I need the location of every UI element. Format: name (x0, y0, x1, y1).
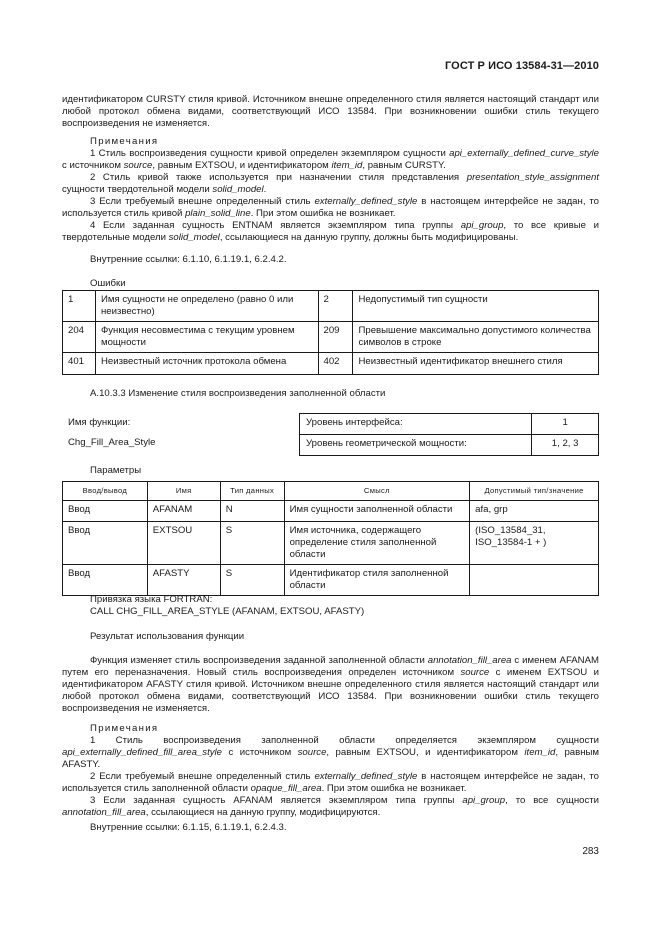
error-code: 401 (63, 353, 96, 375)
internal-references-1: Внутренние ссылки: 6.1.10, 6.1.19.1, 6.2.4.2. (90, 254, 287, 265)
result-text: Функция изменяет стиль воспроизведения заданной заполненной области annotation_fill_area с именем AFANAM путем его переназначения. Новый стиль воспроизведения определен источником source с именем EXTSOU и идентификатором AFASTY стиля кривой. Источником внешне определенного стиля является настоящий стандарт или любой протокол обмена видами, соответствующий ИСО 13584. При возникновении ошибки стиль текущего воспроизведения не изменяется. (62, 655, 599, 714)
section-title: A.10.3.3 Изменение стиля воспроизведения заполненной области (90, 388, 386, 399)
error-code: 209 (318, 322, 353, 353)
note-3: 3 Если требуемый внешне определенный стиль externally_defined_style в настоящем интерфейсе не задан, то используется стиль кривой plain_solid_line. При этом ошибка не возникает. (62, 196, 599, 219)
error-text: Неизвестный источник протокола обмена (95, 353, 318, 375)
document-header: ГОСТ Р ИСО 13584-31—2010 (444, 60, 599, 72)
param-io: Ввод (63, 501, 148, 522)
table-row (63, 501, 599, 522)
table-row (63, 353, 599, 375)
interface-level-value: 1 (532, 414, 599, 435)
param-allowed (470, 565, 599, 596)
errors-title: Ошибки (90, 278, 126, 289)
table-row (63, 291, 599, 322)
param-type: N (220, 501, 284, 522)
notes-title: Примечания (90, 723, 159, 734)
param-allowed: afa, grp (470, 501, 599, 522)
table-row (63, 322, 599, 353)
param-meaning: Имя источника, содержащего определение стиля заполненной области (284, 522, 470, 565)
fortran-title: Привязка языка FORTRAN: (90, 594, 213, 605)
error-text: Функция несовместима с текущим уровнем мощности (95, 322, 318, 353)
column-header: Имя (147, 482, 220, 501)
param-name: EXTSOU (147, 522, 220, 565)
column-header: Смысл (284, 482, 470, 501)
param-allowed: (ISO_13584_31, ISO_13584-1 + ) (470, 522, 599, 565)
error-text: Недопустимый тип сущности (353, 291, 599, 322)
level-table (299, 413, 599, 456)
param-name: AFANAM (147, 501, 220, 522)
param-meaning: Идентификатор стиля заполненной области (284, 565, 470, 596)
power-level-value: 1, 2, 3 (532, 435, 599, 456)
param-meaning: Имя сущности заполненной области (284, 501, 470, 522)
notes-title: Примечания (90, 136, 159, 147)
note-1: 1 Стиль воспроизведения заполненной области определяется экземпляром сущности api_externally_defined_fill_area_style с источником source, равным EXTSOU, и идентификатором item_id, равным AFASTY. (62, 735, 599, 770)
error-text: Неизвестный идентификатор внешнего стиля (353, 353, 599, 375)
table-row (300, 435, 599, 456)
table-header-row (63, 482, 599, 501)
result-title: Результат использования функции (90, 631, 245, 642)
error-code: 402 (318, 353, 353, 375)
errors-table (62, 290, 599, 375)
notes-block-1 (62, 136, 599, 244)
error-text: Превышение максимально допустимого количества символов в строке (353, 322, 599, 353)
param-io: Ввод (63, 522, 148, 565)
intro-text: идентификатором CURSTY стиля кривой. Источником внешне определенного стиля является настоящий стандарт или любой протокол обмена видами, соответствующий ИСО 13584. При возникновении ошибки стиль текущего воспроизведения не изменяется. (62, 94, 599, 129)
fortran-call: CALL CHG_FILL_AREA_STYLE (AFANAM, EXTSOU, AFASTY) (90, 606, 365, 617)
note-4: 4 Если заданная сущность ENTNAM является экземпляром типа группы api_group, то все кривые и твердотельные модели solid_model, ссылающиеся на данную группу, должны быть модифицированы. (62, 220, 599, 243)
params-table (62, 481, 599, 596)
error-code: 1 (63, 291, 96, 322)
table-row (300, 414, 599, 435)
table-row (63, 565, 599, 596)
error-text: Имя сущности не определено (равно 0 или неизвестно) (95, 291, 318, 322)
column-header: Ввод/вывод (63, 482, 148, 501)
param-type: S (220, 522, 284, 565)
param-io: Ввод (63, 565, 148, 596)
result-paragraph (62, 655, 599, 715)
power-level-label: Уровень геометрической мощности: (300, 435, 532, 456)
note-3: 3 Если заданная сущность AFANAM является экземпляром типа группы api_group, то все сущности annotation_fill_area, ссылающиеся на данную группу, модифицируются. (62, 795, 599, 818)
table-row (63, 522, 599, 565)
note-2: 2 Если требуемый внешне определенный стиль externally_defined_style в настоящем интерфейсе не задан, то используется стиль заполненной области opaque_fill_area. При этом ошибка не возникает. (62, 771, 599, 794)
error-code: 2 (318, 291, 353, 322)
function-name-label: Имя функции: (68, 417, 131, 428)
param-name: AFASTY (147, 565, 220, 596)
column-header: Допустимый тип/значение (470, 482, 599, 501)
internal-references-2: Внутренние ссылки: 6.1.15, 6.1.19.1, 6.2.4.3. (90, 822, 287, 833)
param-type: S (220, 565, 284, 596)
interface-level-label: Уровень интерфейса: (300, 414, 532, 435)
params-title: Параметры (90, 465, 142, 476)
function-name: Chg_Fill_Area_Style (68, 437, 156, 448)
intro-paragraph (62, 94, 599, 130)
page-number: 283 (582, 846, 599, 857)
notes-block-2 (62, 723, 599, 819)
note-2: 2 Стиль кривой также используется при назначении стиля представления presentation_style_assignment сущности твердотельной модели solid_model. (62, 172, 599, 195)
column-header: Тип данных (220, 482, 284, 501)
error-code: 204 (63, 322, 96, 353)
note-1: 1 Стиль воспроизведения сущности кривой определен экземпляром сущности api_externally_defined_curve_style с источником source, равным EXTSOU, и идентификатором item_id, равным CURSTY. (62, 148, 599, 171)
